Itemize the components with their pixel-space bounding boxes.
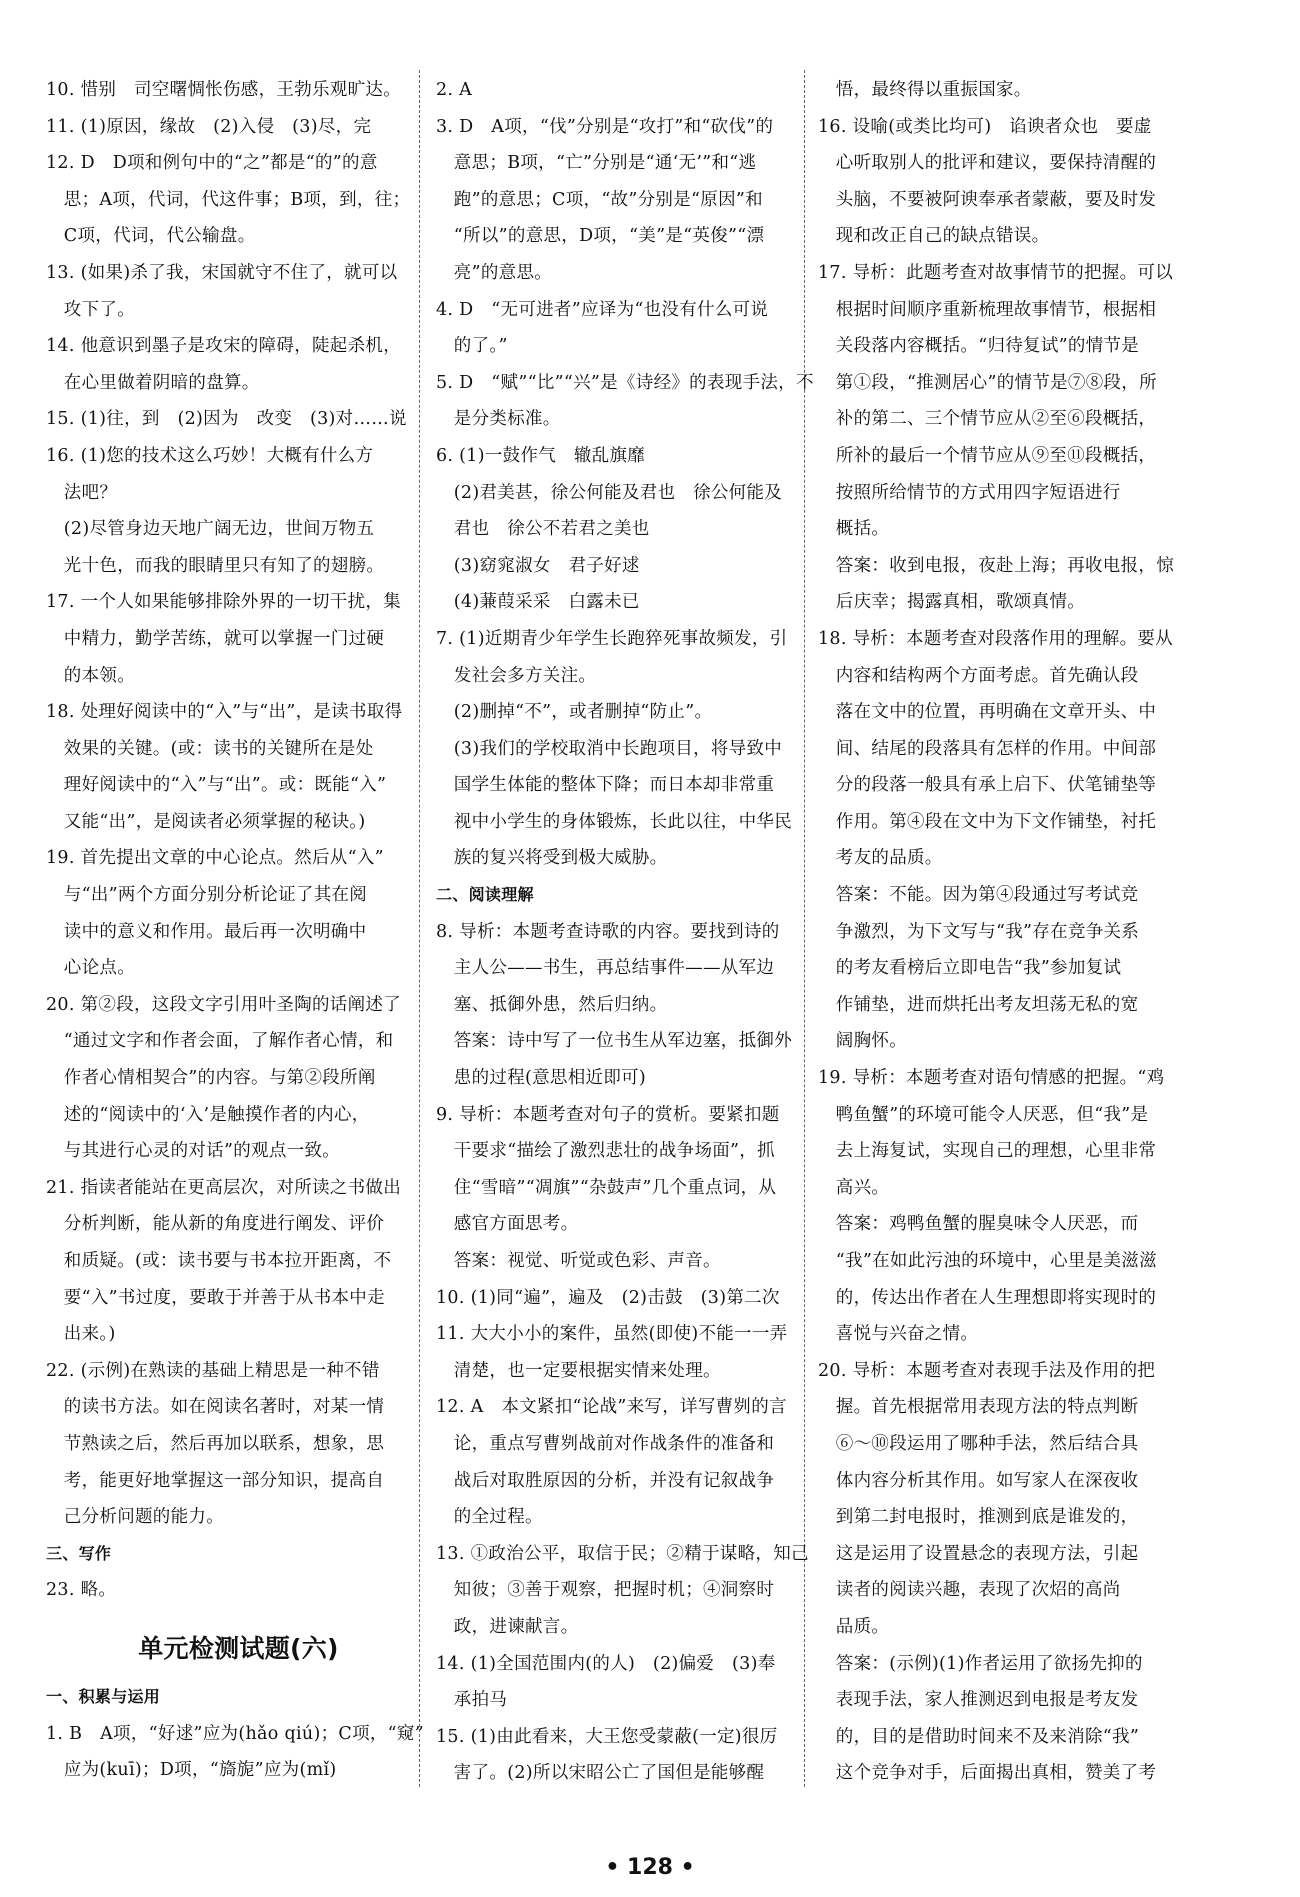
col2-text-line: 族的复兴将受到极大威胁。: [436, 848, 668, 869]
col3-text-line: 阔胸怀。: [818, 1031, 907, 1052]
col1-text-line: 10. 惜别 司空曙惆怅伤感，王勃乐观旷达。: [46, 80, 401, 100]
col3-text-line: ⑥～⑩段运用了哪种手法，然后结合具: [818, 1433, 1139, 1454]
col3-text-line: 答案：鸡鸭鱼蟹的腥臭味令人厌恶，而: [818, 1214, 1139, 1235]
col3-text-line: 20. 导析：本题考查对表现手法及作用的把: [818, 1360, 1156, 1381]
col2-text-line: 跑”的意思；C项，“故”分别是“原因”和: [436, 189, 763, 210]
col3-text-line: 读者的阅读兴趣，表现了次炤的高尚: [818, 1580, 1121, 1601]
col3-text-line: 作铺垫，进而烘托出考友坦荡无私的宽: [818, 994, 1139, 1015]
col1-text-line: 节熟读之后，然后再加以联系，想象，思: [46, 1433, 385, 1454]
col1-text-line: 12. D D项和例句中的“之”都是“的”的意: [46, 153, 378, 174]
col2-text-line: 视中小学生的身体锻炼，长此以往，中华民: [436, 811, 792, 832]
col1-text-line: 考，能更好地掌握这一部分知识，提高自: [46, 1470, 385, 1491]
col3-text-line: 的，传达出作者在人生理想即将实现时的: [818, 1287, 1157, 1308]
col3-text-line: 鸭鱼蟹”的环境可能令人厌恶，但“我”是: [818, 1104, 1149, 1125]
col3-text-line: 喜悦与兴奋之情。: [818, 1324, 979, 1345]
col1-text-line: 20. 第②段，这段文字引用叶圣陶的话阐述了: [46, 994, 401, 1015]
col2-text-line: 害了。(2)所以宋昭公亡了国但是能够醒: [436, 1763, 765, 1784]
col3-text-line: 18. 导析：本题考查对段落作用的理解。要从: [818, 628, 1173, 649]
column-left: [46, 72, 431, 1789]
col1-text-line: 与其进行心灵的对话”的观点一致。: [46, 1141, 341, 1162]
col1-text-line: 11. (1)原因，缘故 (2)入侵 (3)尽，完: [46, 116, 372, 137]
col1-text-line: 效果的关键。(或：读书的关键所在是处: [46, 738, 374, 759]
col2-text-line: 承拍马: [436, 1690, 508, 1711]
col2-text-line: 政，进谏献言。: [436, 1616, 579, 1637]
col2-text-line: (3)我们的学校取消中长跑项目，将导致中: [436, 738, 783, 759]
col2-text-line: 2. A: [436, 80, 473, 100]
col3-text-line: 考友的品质。: [818, 848, 943, 869]
answer-item-23: 23. 略。: [46, 1580, 117, 1601]
section-heading-writing: 三、写作: [46, 1543, 112, 1563]
col2-text-line: 10. (1)同“遍”，遍及 (2)击鼓 (3)第二次: [436, 1287, 780, 1308]
col2-text-line: 亮”的意思。: [436, 262, 553, 283]
col2-text-line: 15. (1)由此看来，大王您受蒙蔽(一定)很厉: [436, 1726, 778, 1747]
col3-text-line: 握。首先根据常用表现方法的特点判断: [818, 1397, 1139, 1418]
col2-text-line: 主人公——书生，再总结事件——从军边: [436, 958, 775, 979]
col1-text-line: 读中的意义和作用。最后再一次明确中: [46, 921, 367, 942]
col1-text-line: C项，代词，代公输盘。: [46, 226, 256, 247]
col2-text-line: 答案：诗中写了一位书生从军边塞，抵御外: [436, 1031, 792, 1052]
col3-text-line: 这是运用了设置悬念的表现方法，引起: [818, 1543, 1139, 1564]
col2-text-line: 4. D “无可进者”应译为“也没有什么可说: [436, 299, 769, 320]
page-number: • 128 •: [605, 1855, 695, 1880]
col1-text-line: 分析判断，能从新的角度进行阐发、评价: [46, 1214, 385, 1235]
col1-text-line: 中精力，勤学苦练，就可以掌握一门过硬: [46, 628, 385, 649]
col2-text-line: (2)删掉“不”，或者删掉“防止”。: [436, 702, 713, 723]
col2-text-line: 的全过程。: [436, 1507, 543, 1528]
col1-text-line: 攻下了。: [46, 299, 135, 320]
col1-text-line: 法吧？: [46, 482, 118, 503]
col2-text-line: 14. (1)全国范围内(的人) (2)偏爱 (3)奉: [436, 1653, 776, 1674]
col1-text-line: 出来。): [46, 1324, 116, 1345]
col2-text-line: 二、阅读理解: [436, 885, 534, 905]
col3-text-line: 争激烈，为下文写与“我”存在竞争关系: [818, 921, 1140, 942]
col3-text-line: 悟，最终得以重振国家。: [818, 80, 1032, 100]
col3-text-line: 品质。: [818, 1616, 890, 1637]
col3-text-line: 补的第二、三个情节应从②至⑥段概括，: [818, 409, 1157, 430]
col3-text-line: 到第二封电报时，推测到底是谁发的，: [818, 1507, 1139, 1528]
col3-text-line: 19. 导析：本题考查对语句情感的把握。“鸡: [818, 1068, 1165, 1089]
col2-text-line: 3. D A项，“伐”分别是“攻打”和“砍伐”的: [436, 116, 774, 137]
col2-text-line: 的了。”: [436, 336, 508, 357]
col1-text-line: 要“入”书过度，要敢于并善于从书本中走: [46, 1287, 385, 1308]
col1-text-line: 15. (1)往，到 (2)因为 改变 (3)对……说: [46, 409, 407, 430]
col2-text-line: 国学生体能的整体下降；而日本却非常重: [436, 775, 775, 796]
column-right-lines: [818, 72, 1208, 1792]
col1-text-line: 18. 处理好阅读中的“入”与“出”，是读书取得: [46, 702, 403, 723]
col2-text-line: 5. D “赋”“比”“兴”是《诗经》的表现手法，不: [436, 372, 814, 393]
col3-text-line: 的，目的是借助时间来不及来消除“我”: [818, 1726, 1140, 1747]
col2-text-line: 战后对取胜原因的分析，并没有记叙战争: [436, 1470, 775, 1491]
col2-text-line: 发社会多方关注。: [436, 665, 597, 686]
col2-text-line: 清楚，也一定要根据实情来处理。: [436, 1360, 721, 1381]
col3-text-line: 分的段落一般具有承上启下、伏笔铺垫等: [818, 775, 1157, 796]
column-right: [818, 72, 1208, 1792]
col2-text-line: 患的过程(意思相近即可): [436, 1068, 647, 1089]
col1-text-line: 与“出”两个方面分别分析论证了其在阅: [46, 885, 368, 906]
col3-text-line: 内容和结构两个方面考虑。首先确认段: [818, 665, 1139, 686]
col2-text-line: 干要求“描绘了激烈悲壮的战争场面”，抓: [436, 1141, 775, 1162]
col1-text-line: 22. (示例)在熟读的基础上精思是一种不错: [46, 1360, 380, 1381]
col1-text-line: 的读书方法。如在阅读名著时，对某一情: [46, 1397, 385, 1418]
col1-text-line: 心论点。: [46, 958, 135, 979]
col3-text-line: 这个竞争对手，后面揭出真相，赞美了考: [818, 1763, 1157, 1784]
col1-text-line: 己分析问题的能力。: [46, 1507, 224, 1528]
col1-text-line: 19. 首先提出文章的中心论点。然后从“入”: [46, 848, 384, 869]
col1-text-line: 和质疑。(或：读书要与书本拉开距离，不: [46, 1251, 392, 1271]
col3-text-line: 体内容分析其作用。如写家人在深夜收: [818, 1470, 1139, 1491]
col1-text-line: (2)尽管身边天地广阔无边，世间万物五: [46, 519, 375, 540]
answer-item-1-line-2: 应为(kuī)；D项，“旖旎”应为(mǐ): [46, 1760, 337, 1781]
col2-text-line: 11. 大大小小的案件，虽然(即使)不能一一弄: [436, 1324, 788, 1345]
col3-text-line: 答案：收到电报，夜赴上海；再收电报，惊: [818, 555, 1174, 576]
col3-text-line: 所补的最后一个情节应从⑨至⑪段概括，: [818, 445, 1157, 466]
col2-text-line: 6. (1)一鼓作气 辙乱旗靡: [436, 445, 646, 466]
col1-text-line: 21. 指读者能站在更高层次，对所读之书做出: [46, 1177, 401, 1198]
column-middle-lines: [436, 72, 814, 1792]
col2-text-line: 感官方面思考。: [436, 1214, 579, 1235]
col1-text-line: 14. 他意识到墨子是攻宋的障碍，陡起杀机，: [46, 336, 401, 357]
col1-text-line: 的本领。: [46, 665, 135, 686]
col3-text-line: 头脑，不要被阿谀奉承者蒙蔽，要及时发: [818, 189, 1157, 210]
col1-text-line: 16. (1)您的技术这么巧妙！大概有什么方: [46, 445, 374, 466]
col2-text-line: 塞、抵御外患，然后归纳。: [436, 994, 668, 1015]
answer-item-1-line-1: 1. B A项，“好逑”应为(hǎo qiú)；C项，“窥”: [46, 1723, 424, 1744]
col3-text-line: 17. 导析：此题考查对故事情节的把握。可以: [818, 262, 1173, 283]
col3-text-line: 高兴。: [818, 1177, 890, 1198]
col2-text-line: 7. (1)近期青少年学生长跑猝死事故频发，引: [436, 628, 788, 649]
col3-text-line: 间、结尾的段落具有怎样的作用。中间部: [818, 738, 1157, 759]
col1-text-line: 光十色，而我的眼睛里只有知了的翅膀。: [46, 555, 385, 576]
col2-text-line: 是分类标准。: [436, 409, 561, 430]
col1-text-line: 在心里做着阴暗的盘算。: [46, 372, 260, 393]
unit-test-title: 单元检测试题(六): [138, 1633, 339, 1663]
col3-text-line: 后庆幸；揭露真相，歌颂真情。: [818, 592, 1085, 613]
col1-text-line: 17. 一个人如果能够排除外界的一切干扰，集: [46, 592, 401, 613]
col2-text-line: (2)君美甚，徐公何能及君也 徐公何能及: [436, 482, 783, 503]
col2-text-line: (4)蒹葭采采 白露未已: [436, 592, 640, 613]
col3-text-line: 答案：(示例)(1)作者运用了欲扬先抑的: [818, 1653, 1143, 1674]
col1-text-line: “通过文字和作者会面，了解作者心情，和: [46, 1031, 394, 1052]
col2-text-line: 8. 导析：本题考查诗歌的内容。要找到诗的: [436, 921, 780, 942]
col1-text-line: 述的“阅读中的‘入’是触摸作者的内心，: [46, 1104, 370, 1125]
col3-text-line: 第①段，“推测居心”的情节是⑦⑧段，所: [818, 372, 1157, 393]
col3-text-line: 的考友看榜后立即电告“我”参加复试: [818, 958, 1122, 979]
col3-text-line: 概括。: [818, 519, 890, 540]
col1-text-line: 作者心情相契合”的内容。与第②段所阐: [46, 1068, 376, 1089]
col3-text-line: 关段落内容概括。“归待复试”的情节是: [818, 336, 1140, 357]
col3-text-line: 答案：不能。因为第④段通过写考试竞: [818, 885, 1139, 906]
col1-text-line: 思；A项，代词，代这件事；B项，到，往；: [46, 189, 411, 210]
col3-text-line: 心听取别人的批评和建议，要保持清醒的: [818, 153, 1157, 174]
col3-text-line: 表现手法，家人推测迟到电报是考友发: [818, 1690, 1139, 1711]
col2-text-line: 12. A 本文紧扣“论战”来写，详写曹刿的言: [436, 1397, 787, 1418]
col2-text-line: 住“雪暗”“凋旗”“杂鼓声”几个重点词，从: [436, 1177, 777, 1198]
col2-text-line: 13. ①政治公平，取信于民；②精于谋略，知己: [436, 1543, 809, 1564]
col1-text-line: 理好阅读中的“入”与“出”。或：既能“入”: [46, 775, 387, 796]
col1-text-line: 又能“出”，是阅读者必须掌握的秘诀。): [46, 811, 366, 832]
col2-text-line: 答案：视觉、听觉或色彩、声音。: [436, 1251, 721, 1271]
col3-text-line: “我”在如此污浊的环境中，心里是美滋滋: [818, 1251, 1157, 1271]
col3-text-line: 16. 设喻(或类比均可) 谄谀者众也 要虚: [818, 116, 1152, 137]
col2-text-line: 君也 徐公不若君之美也: [436, 519, 650, 540]
col2-text-line: “所以”的意思，D项，“美”是“英俊”“漂: [436, 226, 765, 247]
col3-text-line: 按照所给情节的方式用四字短语进行: [818, 482, 1121, 503]
col2-text-line: (3)窈窕淑女 君子好逑: [436, 555, 640, 576]
col3-text-line: 现和改正自己的缺点错误。: [818, 226, 1050, 247]
col3-text-line: 去上海复试，实现自己的理想，心里非常: [818, 1141, 1157, 1162]
section-heading-accumulation: 一、积累与运用: [46, 1686, 161, 1706]
col3-text-line: 作用。第④段在文中为下文作铺垫，衬托: [818, 811, 1157, 832]
col3-text-line: 根据时间顺序重新梳理故事情节，根据相: [818, 299, 1157, 320]
col1-text-line: 13. (如果)杀了我，宋国就守不住了，就可以: [46, 262, 398, 283]
column-middle: [436, 72, 814, 1792]
col2-text-line: 知彼；③善于观察，把握时机；④洞察时: [436, 1580, 775, 1601]
column-left-lines: [46, 72, 431, 1536]
col3-text-line: 落在文中的位置，再明确在文章开头、中: [818, 702, 1157, 723]
col2-text-line: 9. 导析：本题考查对句子的赏析。要紧扣题: [436, 1104, 780, 1125]
col2-text-line: 意思；B项，“亡”分别是“通‘无’”和“逃: [436, 153, 757, 174]
col2-text-line: 论，重点写曹刿战前对作战条件的准备和: [436, 1433, 775, 1454]
